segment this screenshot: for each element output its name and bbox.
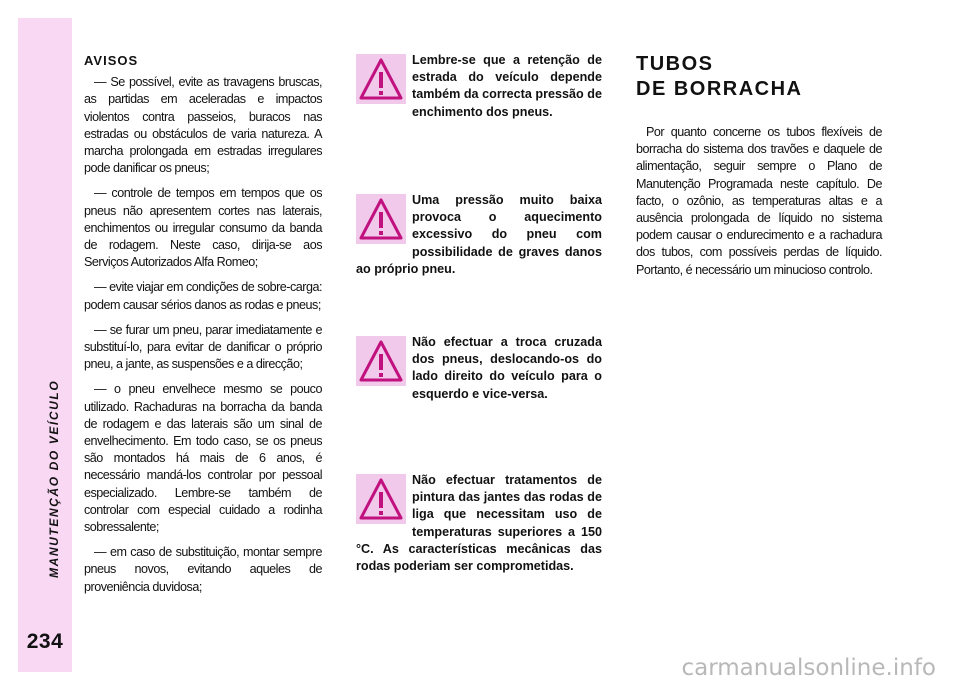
section-title-vertical (18, 18, 72, 578)
avisos-paragraph: — em caso de substituição, montar sempre pneus novos, evitando aqueles de proveniência duvidosa; (84, 545, 322, 594)
warning-triangle-icon (356, 54, 406, 104)
sidebar (18, 18, 72, 672)
caution-text: Uma pressão muito baixa provoca o aquecimento excessivo do pneu com possibilidade de graves danos ao próprio pneu. (356, 193, 602, 276)
avisos-paragraph: — evite viajar em condições de sobre-carga: podem causar sérios danos as rodas e pneus; (84, 280, 322, 312)
caution-box (356, 334, 602, 403)
rubber-hoses-paragraph: Por quanto concerne os tubos flexíveis de borracha do sistema dos travões e daquele de alimentação, seguir sempre o Plano de Manutenção Programada neste capítulo. De facto, o ozônio, as temperaturas altas e a ausência prolongada de líquido no sistema podem causar o endurecimento e a rachadura dos tubos, com possíveis perdas de líquido. Portanto, é necessário um minucioso controlo. (636, 125, 882, 277)
warning-triangle-icon (356, 474, 406, 524)
caution-text: Lembre-se que a retenção de estrada do veículo depende também da correcta pressão de enchimento dos pneus. (412, 53, 602, 119)
avisos-paragraph: — o pneu envelhece mesmo se pouco utilizado. Rachaduras na borracha da banda de rodagem e das laterais são um sinal de envelhecimento. Em todo caso, se os pneus são montados há mais de 6 anos, é necessário mandá-los controlar por pessoal especializado. Lembre-se também de controlar com especial cuidado a rodinha sobressalente; (84, 382, 322, 535)
avisos-paragraph: — se furar um pneu, parar imediatamente e substituí-lo, para evitar de danificar o próprio pneu, a jante, as suspensões e a direcção; (84, 322, 322, 372)
caution-box (356, 52, 602, 121)
page-number: 234 (26, 630, 64, 653)
watermark: carmanualsonline.info (681, 655, 936, 681)
warning-triangle-icon (356, 336, 406, 386)
avisos-paragraph: — controle de tempos em tempos que os pneus não apresentem cortes nas laterais, enchimentos ou irregular consumo da banda de rodagem. Neste caso, dirija-se aos Serviços Autorizados Alfa Romeo; (84, 186, 322, 270)
rubber-hoses-heading: TUBOS DE BORRACHA (636, 53, 803, 100)
warnings-column (84, 52, 322, 604)
caution-box (356, 472, 602, 575)
caution-box (356, 192, 602, 278)
section-title-text: MANUTENÇÃO DO VEÍCULO (47, 379, 61, 578)
warning-triangle-icon (356, 194, 406, 244)
rubber-hoses-column (636, 52, 882, 279)
caution-text: Não efectuar tratamentos de pintura das jantes das rodas de liga que necessitam uso de temperaturas superiores a 150 °C. As características mecânicas das rodas poderiam ser comprometidas. (356, 473, 602, 574)
avisos-paragraph: — Se possível, evite as travagens bruscas, as partidas em aceleradas e impactos violentos contra passeios, buracos nas estradas ou obstáculos de varia natureza. A marcha prolongada em estradas irregulares pode danificar os pneus; (84, 75, 322, 176)
caution-text: Não efectuar a troca cruzada dos pneus, deslocando-os do lado direito do veículo para o esquerdo e vice-versa. (412, 335, 602, 401)
avisos-heading: AVISOS (84, 53, 139, 68)
